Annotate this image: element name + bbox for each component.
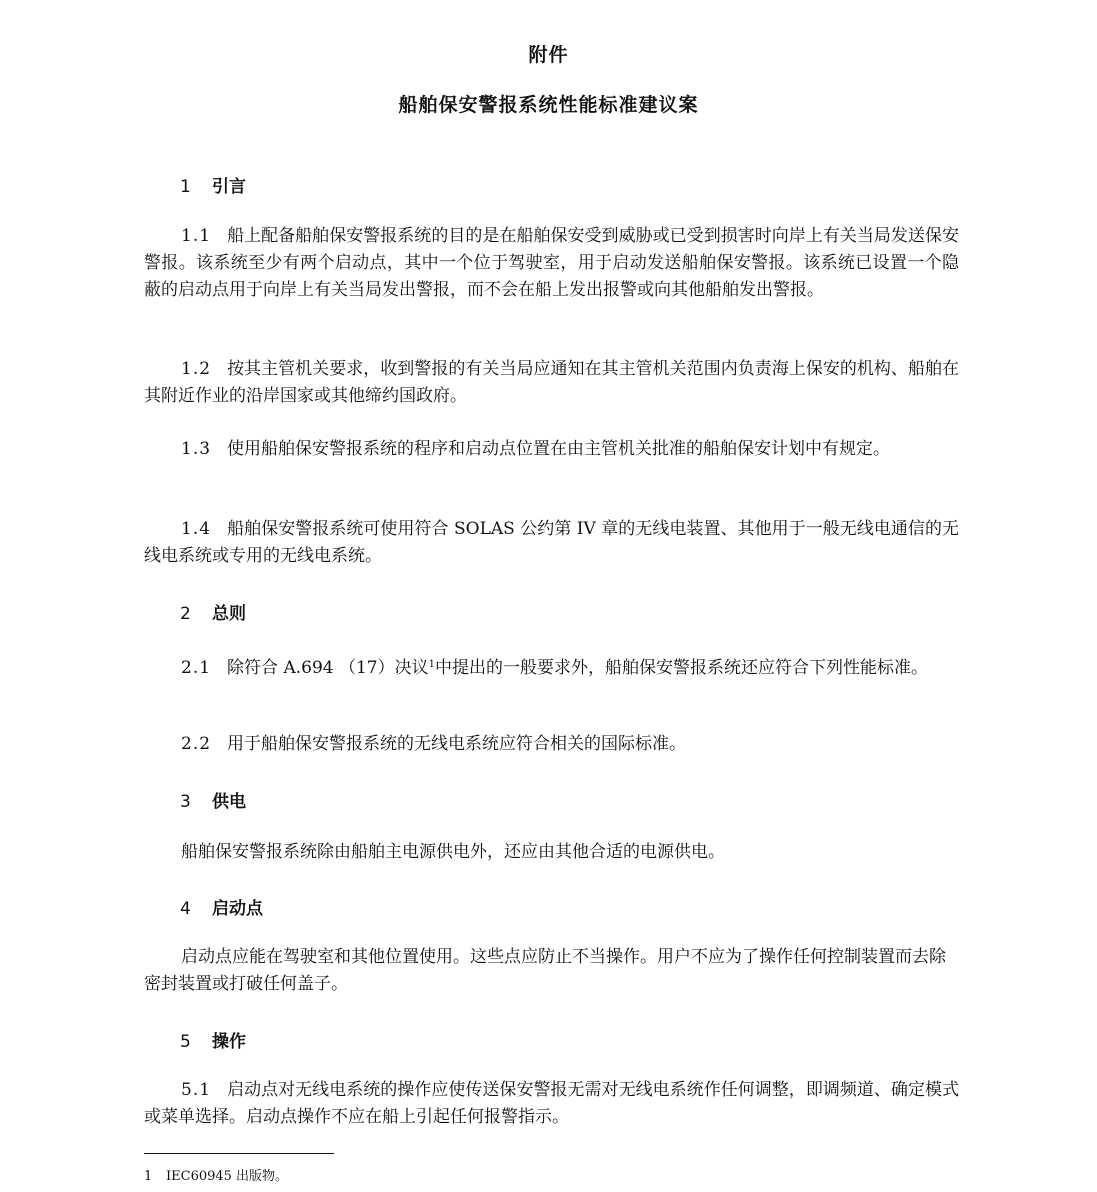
paragraph-number: 1.2 [181,359,212,379]
section-heading-2 [180,599,246,624]
attachment-label: 附件 [528,44,569,66]
section-heading-4 [180,894,263,919]
paragraph-1-3 [144,436,959,463]
footnote [144,1165,288,1184]
section-title: 引言 [212,177,246,197]
paragraph-text: 用于船舶保安警报系统的无线电系统应符合相关的国际标准。 [227,734,687,754]
paragraph-1-1 [144,223,959,304]
footnote-reference: 1 [428,659,435,670]
section-heading-1 [180,172,246,197]
section-title: 操作 [212,1032,246,1052]
paragraph-3: 船舶保安警报系统除由船舶主电源供电外，还应由其他合适的电源供电。 [181,842,725,862]
paragraph-number: 2.1 [181,658,212,678]
paragraph-text: 船上配备船舶保安警报系统的目的是在船舶保安受到威胁或已受到损害时向岸上有关当局发送保安警报。该系统至少有两个启动点，其中一个位于驾驶室，用于启动发送船舶保安警报。该系统已设置一个隐蔽的启动点用于向岸上有关当局发出警报，而不会在船上发出报警或向其他船舶发出警报。 [144,226,959,300]
paragraph-5-1 [144,1077,959,1131]
footnote-number: 1 [144,1169,153,1184]
paragraph-number: 1.1 [181,226,212,246]
paragraph-2-2 [144,731,959,758]
section-title: 启动点 [212,899,263,919]
paragraph-text-start: 除符合 A.694 （17）决议 [227,658,429,678]
paragraph-2-1 [144,651,959,682]
paragraph-number: 5.1 [181,1080,212,1100]
footnote-text: IEC60945 出版物。 [166,1169,289,1184]
paragraph-number: 2.2 [181,734,212,754]
section-number: 5 [180,1032,191,1052]
paragraph-text: 启动点对无线电系统的操作应使传送保安警报无需对无线电系统作任何调整，即调频道、确定模式或菜单选择。启动点操作不应在船上引起任何报警指示。 [144,1080,959,1127]
paragraph-text: 按其主管机关要求，收到警报的有关当局应通知在其主管机关范围内负责海上保安的机构、船舶在其附近作业的沿岸国家或其他缔约国政府。 [144,359,959,406]
paragraph-text-end: 中提出的一般要求外，船舶保安警报系统还应符合下列性能标准。 [435,658,928,678]
paragraph-text: 船舶保安警报系统可使用符合 SOLAS 公约第 IV 章的无线电装置、其他用于一般无线电通信的无线电系统或专用的无线电系统。 [144,519,959,566]
footnote-divider [144,1153,334,1154]
section-number: 3 [180,792,191,812]
section-title: 供电 [212,792,246,812]
paragraph-number: 1.4 [181,519,212,539]
section-title: 总则 [212,604,246,624]
paragraph-1-4 [144,516,959,570]
section-number: 2 [180,604,191,624]
section-heading-3 [180,787,246,812]
paragraph-4: 启动点应能在驾驶室和其他位置使用。这些点应防止不当操作。用户不应为了操作任何控制装置而去除密封装置或打破任何盖子。 [144,947,946,994]
section-number: 1 [180,177,191,197]
paragraph-1-2 [144,356,959,410]
section-heading-5 [180,1027,246,1052]
section-number: 4 [180,899,191,919]
paragraph-number: 1.3 [181,439,212,459]
paragraph-text: 使用船舶保安警报系统的程序和启动点位置在由主管机关批准的船舶保安计划中有规定。 [227,439,891,459]
document-title: 船舶保安警报系统性能标准建议案 [398,94,699,116]
